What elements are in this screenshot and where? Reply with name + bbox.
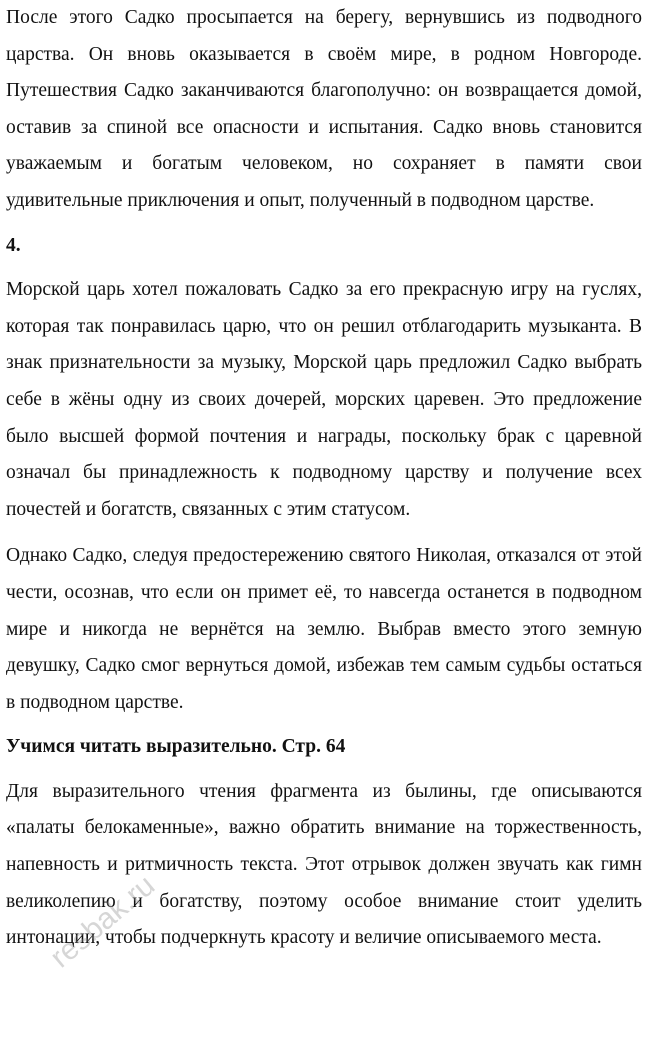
paragraph-expressive-reading: Для выразительного чтения фрагмента из былины, где описываются «палаты белокаменные», важно обратить внимание на торжественность, напевность и ритмичность текста. Этот отрывок должен звучать как гимн великолепию и богатству, поэтому особое внимание стоит уделить интонации, чтобы подчеркнуть красоту и величие описываемого места. bbox=[6, 780, 642, 949]
section-number-4: 4. bbox=[6, 234, 21, 256]
paragraph-sea-king-offer: Морской царь хотел пожаловать Садко за его прекрасную игру на гуслях, которая так понравилась царю, что он решил отблагодарить музыканта. В знак признательности за музыку, Морской царь предложил Садко выбрать себе в жёны одну из своих дочерей, морских царевен. Это предложение было высшей формой почтения и награды, поскольку брак с царевной означал бы принадлежность к подводному царству и получение всех почестей и богатств, связанных с этим статусом. bbox=[6, 279, 642, 520]
document-page bbox=[6, 0, 642, 957]
paragraph-sadko-refusal: Однако Садко, следуя предостережению святого Николая, отказался от этой чести, осознав, что если он примет её, то навсегда останется в подводном мире и никогда не вернётся на землю. Выбрав вместо этого земную девушку, Садко смог вернуться домой, избежав тем самым судьбы остаться в подводном царстве. bbox=[6, 545, 642, 713]
watermark-text-mark: resbak.ru bbox=[44, 868, 162, 975]
paragraph-return-home: После этого Садко просыпается на берегу, вернувшись из подводного царства. Он вновь оказывается в своём мире, в родном Новгороде. Путешествия Садко заканчиваются благополучно: он возвращается домой, оставив за спиной все опасности и испытания. Садко вновь становится уважаемым и богатым человеком, но сохраняет в памяти свои удивительные приключения и опыт, полученный в подводном царстве. bbox=[6, 7, 642, 211]
section-heading-expressive-reading: Учимся читать выразительно. Стр. 64 bbox=[6, 736, 346, 758]
